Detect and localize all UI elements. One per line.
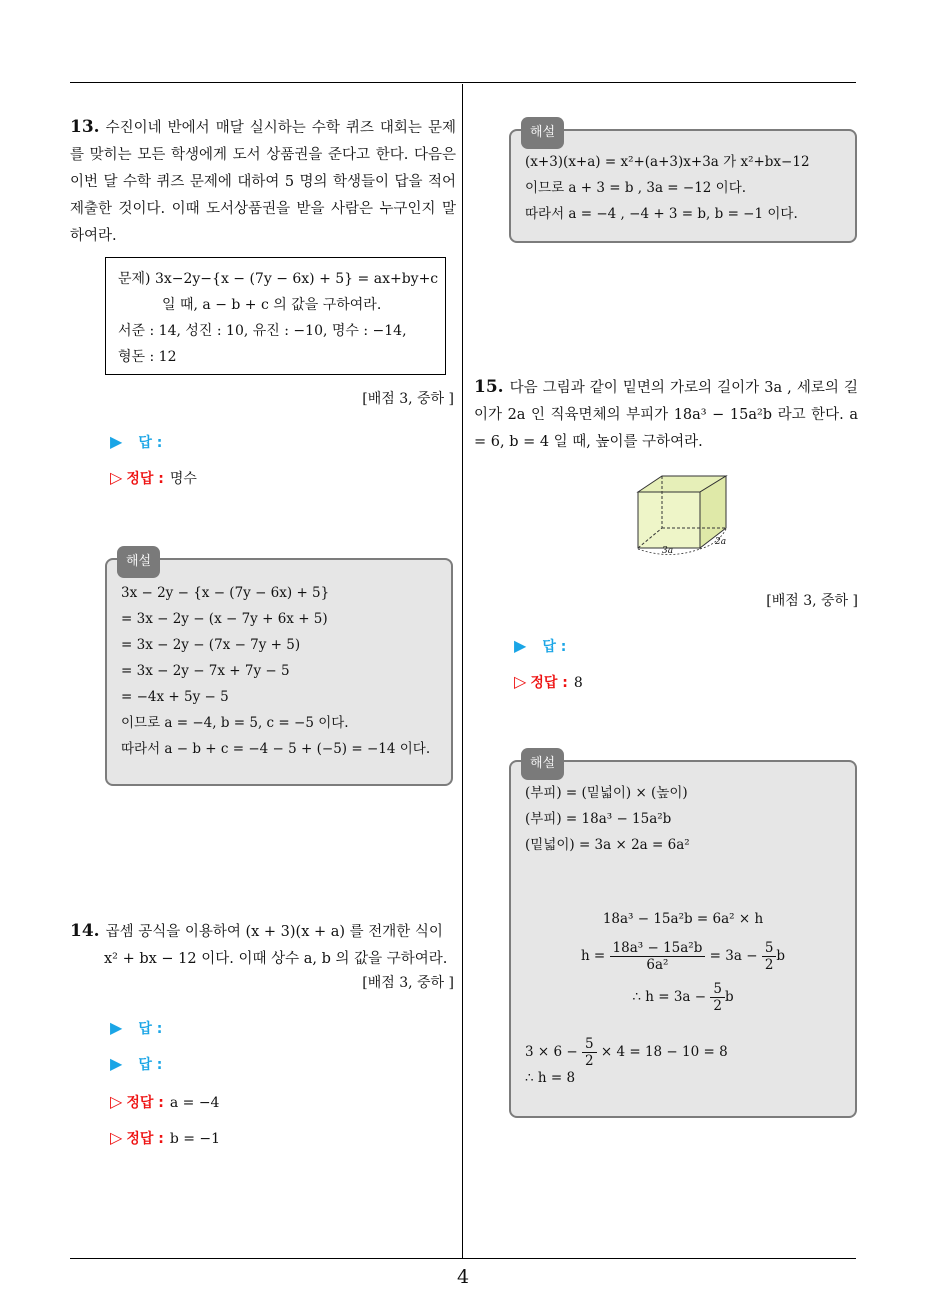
q15-solution-box xyxy=(509,756,857,1118)
q14-correct-row-2 xyxy=(110,1128,220,1148)
q15-eq2-den: 6a² xyxy=(646,957,669,973)
q15-number: 15. xyxy=(474,377,504,397)
q14-number: 14. xyxy=(70,921,100,941)
q15-eq2 xyxy=(525,940,841,973)
q15-eq2-end: b xyxy=(776,948,786,964)
q13-sol-line: = 3x − 2y − (x − 7y + 6x + 5) xyxy=(121,611,328,627)
q15-eq3-lhs: ∴ h = 3a − xyxy=(632,989,707,1005)
solution-tag: 해설 xyxy=(117,546,160,578)
q13-sol-line: 3x − 2y − {x − (7y − 6x) + 5} xyxy=(121,585,330,601)
top-rule xyxy=(70,82,856,83)
q15-eq3-fnum: 5 xyxy=(710,981,725,998)
q15-sol-line: (부피) = (밑넓이) × (높이) xyxy=(525,785,688,801)
q15-eq2-lhs: h = xyxy=(580,948,606,964)
q15-sol-line: (밑넓이) = 3a × 2a = 6a² xyxy=(525,837,690,853)
q14-correct-row-1 xyxy=(110,1092,219,1112)
q13-number: 13. xyxy=(70,117,100,137)
q14-text-line1: 곱셈 공식을 이용하여 (x + 3)(x + a) 를 전개한 식이 xyxy=(105,924,443,940)
play-icon: ▶ xyxy=(110,432,123,451)
q13-problem-line4: 형돈 : 12 xyxy=(118,349,177,365)
figure-label-depth: 2a xyxy=(715,537,727,547)
q15-question xyxy=(474,374,858,456)
correct-label: 정답 : xyxy=(126,1131,164,1147)
q15-eq4-fden: 2 xyxy=(584,1053,594,1069)
q13-problem-box xyxy=(105,257,446,375)
correct-value: a = −4 xyxy=(169,1095,220,1111)
play-icon: ▶ xyxy=(110,1054,123,1073)
answer-label: 답 : xyxy=(138,1057,163,1073)
correct-label: 정답 : xyxy=(126,471,164,487)
q15-eq3 xyxy=(525,981,841,1014)
bottom-rule xyxy=(70,1258,856,1259)
q13-sol-line: = 3x − 2y − (7x − 7y + 5) xyxy=(121,637,301,653)
column-divider xyxy=(462,84,463,1259)
q15-eq2-fraction xyxy=(610,940,706,973)
q14-sol-line: (x+3)(x+a) = x²+(a+3)x+3a 가 x²+bx−12 xyxy=(525,154,810,170)
q15-correct-row xyxy=(514,672,583,692)
q14-text-line2: x² + bx − 12 이다. 이때 상수 a, b 의 값을 구하여라. xyxy=(104,951,448,967)
q13-problem-line2: 일 때, a − b + c 의 값을 구하여라. xyxy=(162,297,382,313)
correct-value: b = −1 xyxy=(169,1131,221,1147)
q14-question xyxy=(70,918,456,973)
q13-sol-line: 따라서 a − b + c = −4 − 5 + (−5) = −14 이다. xyxy=(121,741,431,757)
q15-eq3-coef xyxy=(710,981,725,1014)
correct-label: 정답 : xyxy=(530,675,568,691)
q15-answer-row xyxy=(514,636,566,656)
q15-eq2-coef xyxy=(762,940,777,973)
q13-problem-line3: 서준 : 14, 성진 : 10, 유진 : −10, 명수 : −14, xyxy=(118,323,407,339)
triangle-outline-icon: ▷ xyxy=(110,468,123,487)
q13-sol-line: 이므로 a = −4, b = 5, c = −5 이다. xyxy=(121,715,349,731)
q15-eq3-end: b xyxy=(724,989,734,1005)
answer-label: 답 : xyxy=(138,1021,163,1037)
q13-question xyxy=(70,114,456,250)
q13-correct-row xyxy=(110,468,197,488)
q14-solution-box xyxy=(509,125,857,243)
q15-eq1: 18a³ − 15a²b = 6a² × h xyxy=(602,911,764,927)
q15-eq3-fden: 2 xyxy=(713,998,722,1014)
triangle-outline-icon: ▷ xyxy=(514,672,527,691)
page-number: 4 xyxy=(456,1266,470,1288)
q15-text: 다음 그림과 같이 밑면의 가로의 길이가 3a , 세로의 길이가 2a 인 직육면체의 부피가 18a³ − 15a²b 라고 한다. a = 6, b = 4 일 때, 높이를 구하여라. xyxy=(474,380,858,450)
play-icon: ▶ xyxy=(110,1018,123,1037)
correct-value: 명수 xyxy=(169,471,197,487)
q14-answer-row-1 xyxy=(110,1018,162,1038)
q15-sol-line: (부피) = 18a³ − 15a²b xyxy=(525,811,672,827)
q13-score: [배점 3, 중하 ] xyxy=(362,391,454,407)
q15-eq2-mid: = 3a − xyxy=(709,948,758,964)
q13-sol-line: = 3x − 2y − 7x + 7y − 5 xyxy=(121,663,290,679)
q15-eq4 xyxy=(525,1036,841,1069)
q15-eq2-fden: 2 xyxy=(764,957,774,973)
q15-eq2-fnum: 5 xyxy=(762,940,777,957)
q15-eq5: ∴ h = 8 xyxy=(525,1070,576,1086)
play-icon: ▶ xyxy=(514,636,527,655)
q13-text: 수진이네 반에서 매달 실시하는 수학 퀴즈 대회는 문제를 맞히는 모든 학생에게 도서 상품권을 준다고 한다. 다음은 이번 달 수학 퀴즈 문제에 대하여 5 명의 학생들이 답을 적어 제출한 것이다. 이때 도서상품권을 받을 사람은 누구인지 말하여라. xyxy=(70,120,456,244)
triangle-outline-icon: ▷ xyxy=(110,1128,123,1147)
q13-problem-line1: 문제) 3x−2y−{x − (7y − 6x) + 5} = ax+by+c xyxy=(118,271,439,287)
answer-label: 답 : xyxy=(542,639,567,655)
solution-tag: 해설 xyxy=(521,748,564,780)
figure-label-width: 3a xyxy=(662,546,674,556)
q13-answer-row xyxy=(110,432,162,452)
answer-label: 답 : xyxy=(138,435,163,451)
correct-value: 8 xyxy=(573,675,583,691)
triangle-outline-icon: ▷ xyxy=(110,1092,123,1111)
q15-eq2-num: 18a³ − 15a²b xyxy=(610,940,706,957)
q15-eq4-fnum: 5 xyxy=(582,1036,597,1053)
q15-eq4-b: × 4 = 18 − 10 = 8 xyxy=(600,1044,728,1060)
q15-score: [배점 3, 중하 ] xyxy=(766,593,858,609)
correct-label: 정답 : xyxy=(126,1095,164,1111)
q14-sol-line: 따라서 a = −4 , −4 + 3 = b, b = −1 이다. xyxy=(525,206,798,222)
q13-solution-box xyxy=(105,554,453,786)
q15-eq4-a: 3 × 6 − xyxy=(525,1044,578,1060)
q15-eq4-coef xyxy=(582,1036,597,1069)
q13-sol-line: = −4x + 5y − 5 xyxy=(121,689,229,705)
q14-score: [배점 3, 중하 ] xyxy=(362,975,454,991)
solution-tag: 해설 xyxy=(521,117,564,149)
q14-answer-row-2 xyxy=(110,1054,162,1074)
q14-sol-line: 이므로 a + 3 = b , 3a = −12 이다. xyxy=(525,180,747,196)
